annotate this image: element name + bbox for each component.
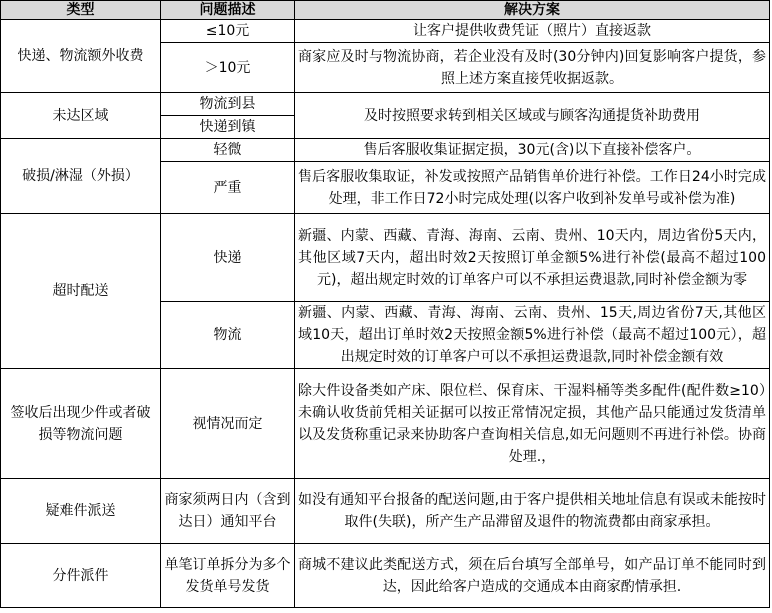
description-cell: 快递到镇 — [161, 116, 295, 139]
table-row — [1, 20, 770, 43]
type-cell: 签收后出现少件或者破损等物流问题 — [1, 369, 161, 479]
solution-cell: 及时按照要求转到相关区域或与顾客沟通提货补助费用 — [295, 93, 770, 139]
header-row — [1, 1, 770, 20]
description-cell: ＞10元 — [161, 43, 295, 93]
description-cell: 快递 — [161, 214, 295, 302]
type-cell: 疑难件派送 — [1, 479, 161, 544]
type-cell: 超时配送 — [1, 214, 161, 369]
description-cell: 视情况而定 — [161, 369, 295, 479]
table-row — [1, 214, 770, 302]
description-cell: 单笔订单拆分为多个发货单号发货 — [161, 544, 295, 608]
table-row — [1, 369, 770, 479]
solution-cell: 商家应及时与物流协商，若企业没有及时(30分钟内)回复影响客户提货，参照上述方案直接凭收据返款。 — [295, 43, 770, 93]
solution-cell: 让客户提供收费凭证（照片）直接返款 — [295, 20, 770, 43]
solution-cell: 除大件设备类如产床、限位栏、保育床、干湿料桶等类多配件(配件数≥10）未确认收货前凭相关证据可以按正常情况定损，其他产品只能通过发货清单以及发货称重记录来协助客户查询相关信息,如无问题则不再进行补偿。协商处理.， — [295, 369, 770, 479]
description-cell: ≤10元 — [161, 20, 295, 43]
description-cell: 物流到县 — [161, 93, 295, 116]
solution-cell: 售后客服收集取证，补发或按照产品销售单价进行补偿。工作日24小时完成处理，非工作日72小时完成处理(以客户收到补发单号或补偿为准) — [295, 162, 770, 214]
description-cell: 轻微 — [161, 139, 295, 162]
table-row — [1, 544, 770, 608]
header-type: 类型 — [1, 1, 161, 20]
solution-cell: 新疆、内蒙、西藏、青海、海南、云南、贵州、15天,周边省份7天,其他区域10天，超出订单时效2天按照金额5%进行补偿（最高不超过100元），超出规定时效的订单客户可以不承担运费退款,同时补偿金额有效 — [295, 302, 770, 369]
type-cell: 未达区域 — [1, 93, 161, 139]
header-solution: 解决方案 — [295, 1, 770, 20]
type-cell: 分件派件 — [1, 544, 161, 608]
table-row — [1, 479, 770, 544]
solution-cell: 商城不建议此类配送方式，须在后台填写全部单号，如产品订单不能同时到达，因此给客户造成的交通成本由商家酌情承担. — [295, 544, 770, 608]
description-cell: 商家须两日内（含到达日）通知平台 — [161, 479, 295, 544]
solution-cell: 如没有通知平台报备的配送问题,由于客户提供相关地址信息有误或未能按时取件(失联)，所产生产品滞留及退件的物流费都由商家承担。 — [295, 479, 770, 544]
solution-cell: 售后客服收集证据定损，30元(含)以下直接补偿客户。 — [295, 139, 770, 162]
table-row — [1, 139, 770, 162]
type-cell: 快递、物流额外收费 — [1, 20, 161, 93]
solution-cell: 新疆、内蒙、西藏、青海、海南、云南、贵州、10天内，周边省份5天内，其他区域7天内，超出时效2天按照订单金额5%进行补偿(最高不超过100元)，超出规定时效的订单客户可以不承担运费退款,同时补偿金额为零 — [295, 214, 770, 302]
type-cell: 破损/淋湿（外损） — [1, 139, 161, 214]
description-cell: 严重 — [161, 162, 295, 214]
table-row — [1, 93, 770, 116]
header-description: 问题描述 — [161, 1, 295, 20]
description-cell: 物流 — [161, 302, 295, 369]
